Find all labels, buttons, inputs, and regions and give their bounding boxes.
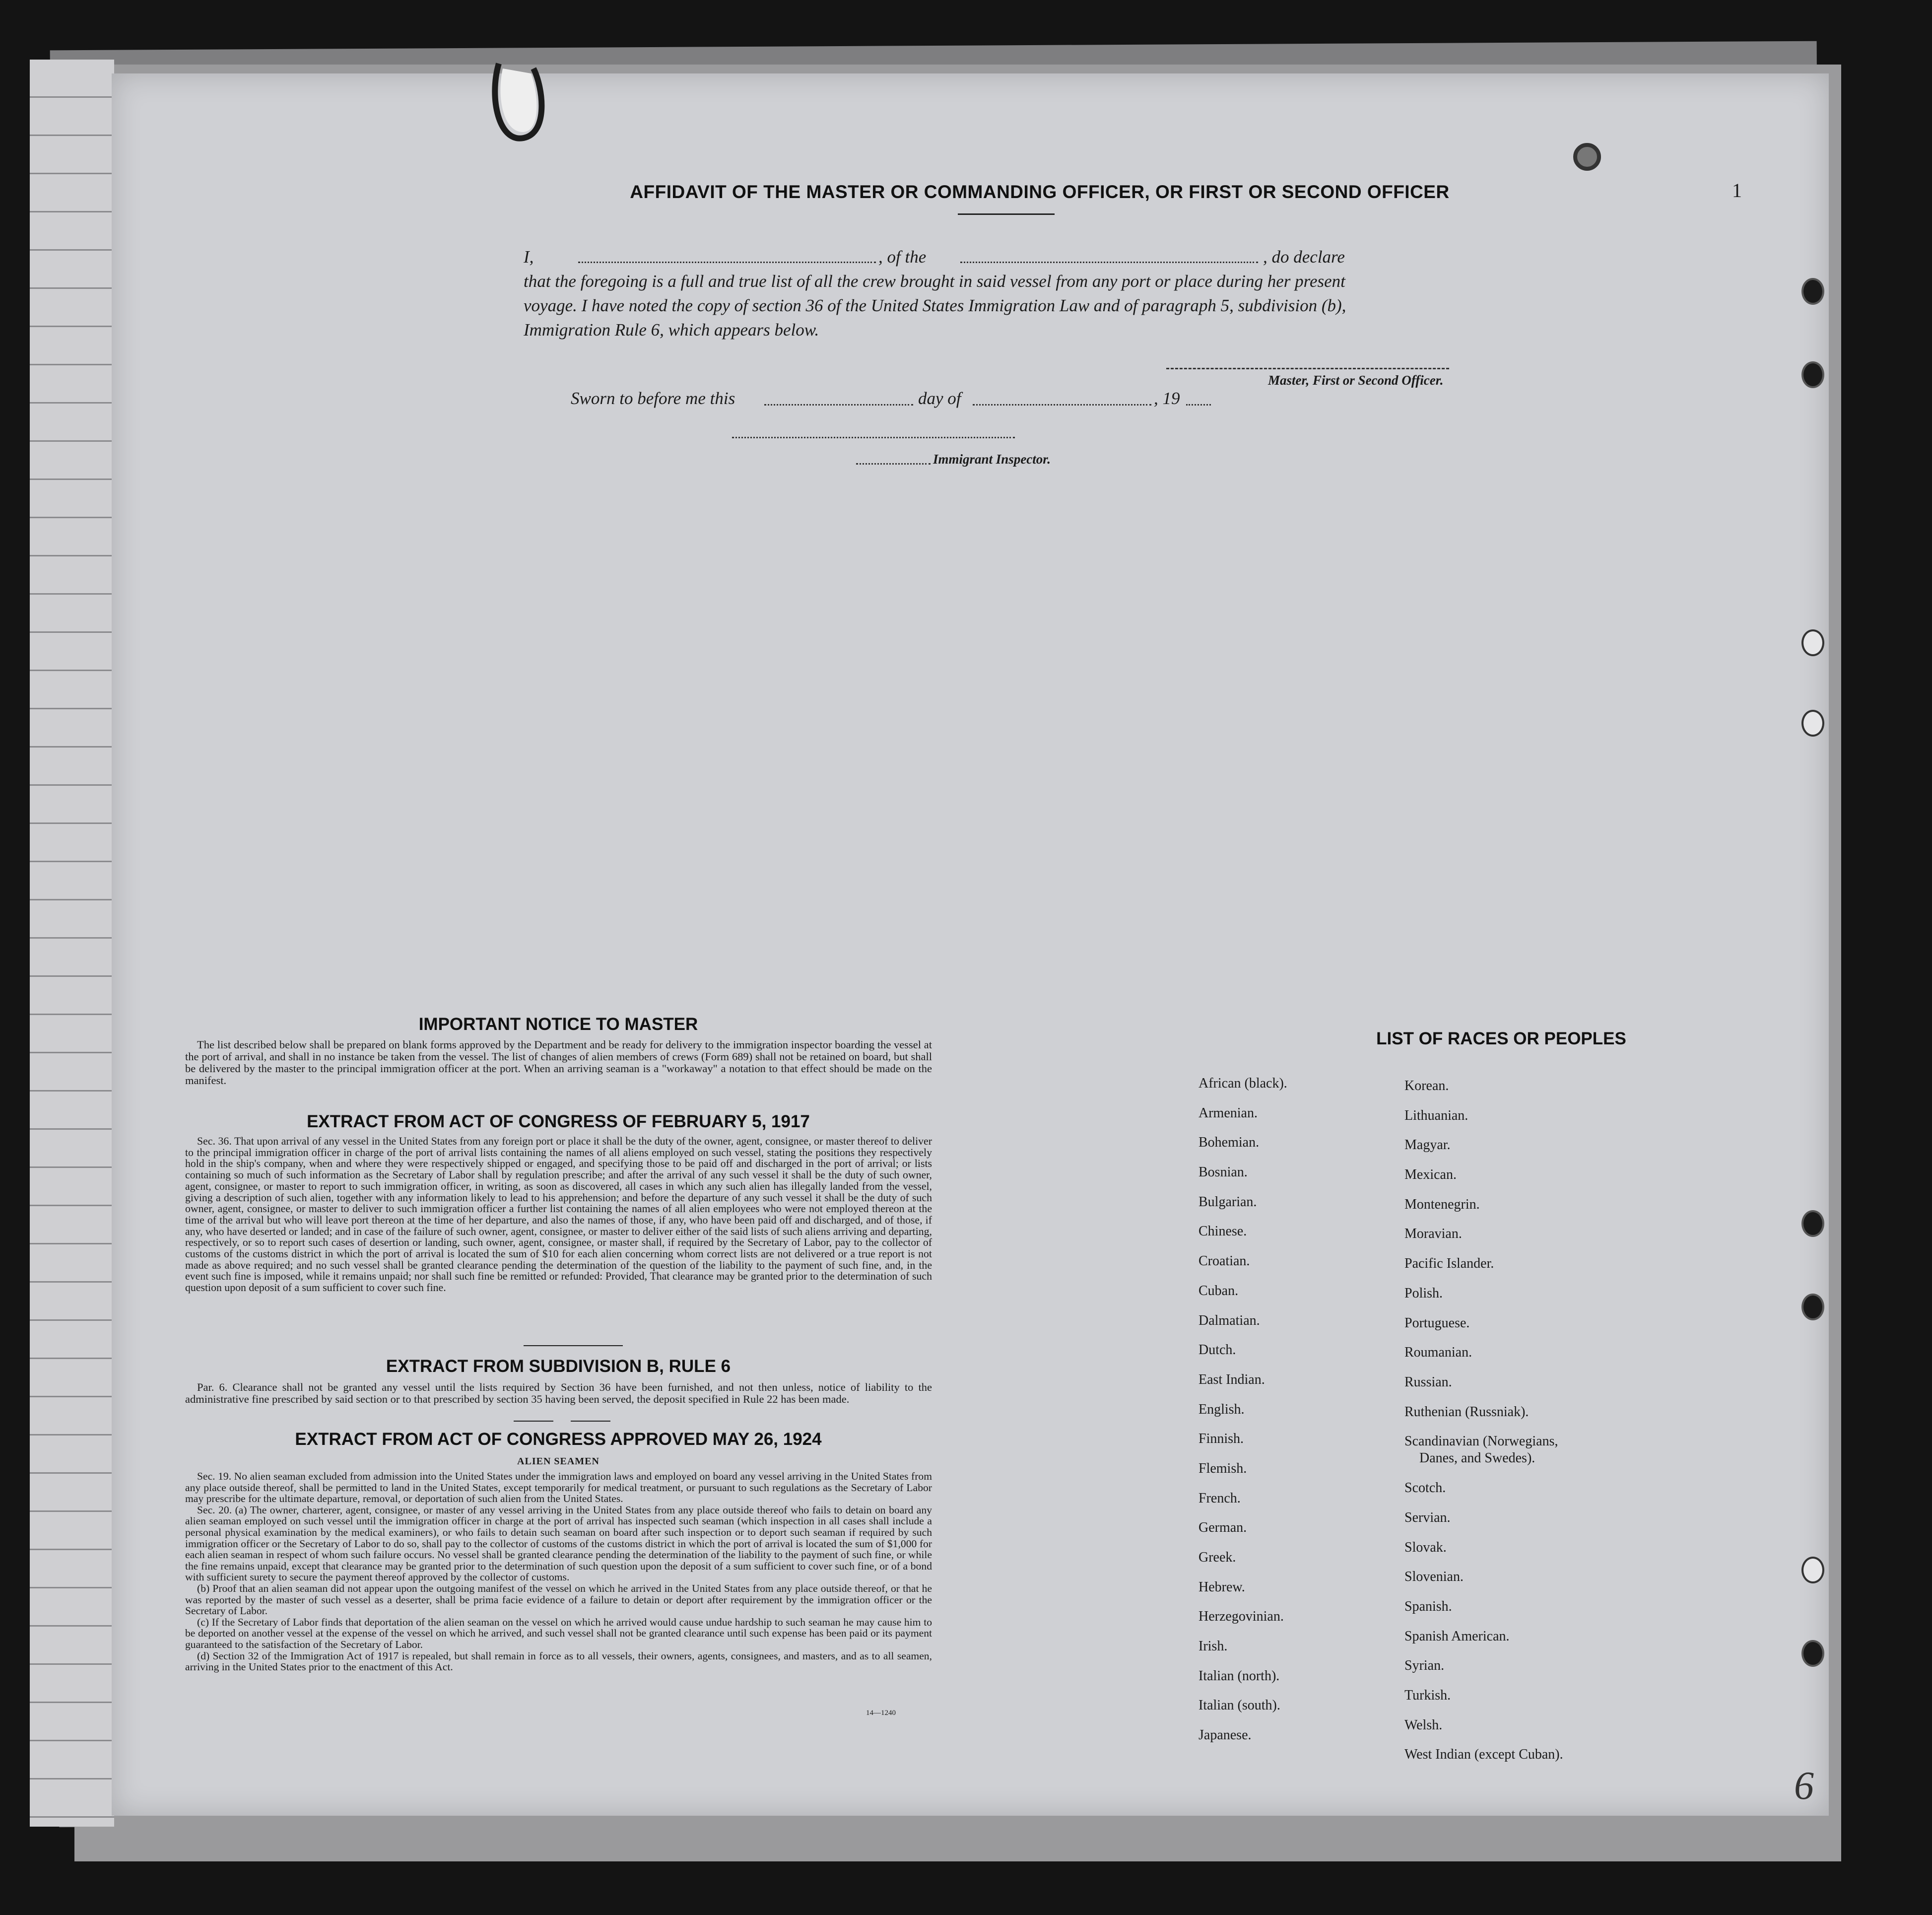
vessel-name-field[interactable] bbox=[960, 262, 1258, 263]
race-item: Bulgarian. bbox=[1199, 1194, 1257, 1210]
race-item: Flemish. bbox=[1199, 1460, 1247, 1476]
punch-hole bbox=[1801, 710, 1824, 737]
punch-hole bbox=[1801, 629, 1824, 656]
race-item: Italian (north). bbox=[1199, 1668, 1280, 1684]
race-item: Japanese. bbox=[1199, 1727, 1252, 1743]
race-item: Pacific Islander. bbox=[1404, 1256, 1494, 1272]
declarant-name-field[interactable] bbox=[578, 262, 876, 263]
race-item: Welsh. bbox=[1404, 1717, 1443, 1733]
affidavit-line-1 bbox=[524, 245, 1640, 269]
race-item: Magyar. bbox=[1404, 1137, 1451, 1153]
race-item: African (black). bbox=[1199, 1076, 1287, 1091]
extract-rule6-body bbox=[185, 1381, 932, 1405]
affidavit-line-3: voyage. I have noted the copy of section 36 of the United States Immigration Law and of paragraph 5, subdivision (b), bbox=[524, 296, 1346, 315]
sworn-prefix: Sworn to before me this bbox=[571, 389, 735, 408]
extract-1917-body bbox=[185, 1136, 932, 1294]
punch-hole bbox=[1801, 1294, 1824, 1320]
affidavit-line-2: that the foregoing is a full and true list of all the crew brought in said vessel from any port or place during her present bbox=[524, 272, 1345, 291]
do-declare-text: , do declare bbox=[1263, 247, 1345, 267]
manifest-page bbox=[112, 73, 1829, 1816]
extract-1917-title: EXTRACT FROM ACT OF CONGRESS OF FEBRUARY 5, 1917 bbox=[307, 1112, 810, 1131]
race-item: Spanish. bbox=[1404, 1599, 1452, 1614]
race-item: Italian (south). bbox=[1199, 1698, 1280, 1713]
race-item: Greek. bbox=[1199, 1550, 1236, 1565]
form-number: 14—1240 bbox=[866, 1709, 896, 1717]
race-item: English. bbox=[1199, 1401, 1245, 1417]
notice-title: IMPORTANT NOTICE TO MASTER bbox=[418, 1015, 698, 1034]
sworn-month-field[interactable] bbox=[973, 404, 1151, 406]
race-item: Moravian. bbox=[1404, 1226, 1462, 1242]
signature-line[interactable] bbox=[1166, 368, 1449, 369]
declarant-prefix: I, bbox=[524, 247, 534, 267]
extract-1924-title: EXTRACT FROM ACT OF CONGRESS APPROVED MAY 26, 1924 bbox=[295, 1430, 822, 1449]
year-prefix: , 19 bbox=[1154, 389, 1180, 408]
race-item: Herzegovinian. bbox=[1199, 1609, 1284, 1625]
inspector-label: Immigrant Inspector. bbox=[933, 452, 1051, 467]
alien-seamen-subtitle: ALIEN SEAMEN bbox=[517, 1456, 600, 1467]
race-item: Irish. bbox=[1199, 1639, 1228, 1654]
race-item: Chinese. bbox=[1199, 1224, 1247, 1239]
race-item: Montenegrin. bbox=[1404, 1196, 1480, 1212]
notice-body bbox=[185, 1039, 932, 1087]
sec-20c-text: (c) If the Secretary of Labor finds that deportation of the alien seaman on the vessel on which he arrived would cause undue hardship to such seaman he may cause him to be deported on another vessel at the expense of the vessel on which he arrived, and such vessel shall not be granted clearance until such expense has been paid or its payment guaranteed to the satisfaction of the Secretary of Labor. bbox=[185, 1616, 932, 1650]
races-right-column bbox=[1404, 1071, 1563, 1770]
day-of-text: day of bbox=[918, 389, 961, 408]
divider-2 bbox=[514, 1421, 553, 1422]
race-item: Danes, and Swedes). bbox=[1419, 1450, 1535, 1466]
race-item: French. bbox=[1199, 1490, 1241, 1506]
race-item: Cuban. bbox=[1199, 1283, 1239, 1299]
extract-1924-body bbox=[185, 1471, 932, 1673]
races-title: LIST OF RACES OR PEOPLES bbox=[1376, 1029, 1626, 1048]
race-item: Scotch. bbox=[1404, 1480, 1446, 1496]
sec-20a-text: Sec. 20. (a) The owner, charterer, agent, consignee, or master of any vessel arriving in the United States from any place outside thereof who fails to detain on board any alien seaman employed on such vessel until the immigration officer in charge at the port of arrival has inspected such seaman (which inspection in all cases shall include a personal physical examination by the medical examiners), or who fails to detain such seaman on board after such inspection or to deport such seaman if required by such immigration officer or the Secretary of Labor to do so, shall pay to the collector of customs of the customs district in which the port of arrival is located the sum of $1,000 for each alien seaman in respect of whom such failure occurs. No vessel shall be granted clearance pending the determination of the liability to the payment of such fine, or while the fine remains unpaid, except that clearance may be granted prior to the determination of such question upon the deposit of a sum sufficient to cover such fine, or of a bond with sufficient surety to secure the payment thereof approved by the collector of customs. bbox=[185, 1504, 932, 1583]
race-item: Hebrew. bbox=[1199, 1579, 1245, 1595]
punch-hole bbox=[1801, 278, 1824, 305]
race-item: Finnish. bbox=[1199, 1431, 1244, 1447]
race-item: Bosnian. bbox=[1199, 1164, 1248, 1180]
punch-hole bbox=[1801, 1640, 1824, 1667]
race-item: Korean. bbox=[1404, 1078, 1449, 1094]
punch-hole bbox=[1801, 1210, 1824, 1237]
race-item: Spanish American. bbox=[1404, 1628, 1510, 1644]
sec-20b-text: (b) Proof that an alien seaman did not appear upon the outgoing manifest of the vessel on which he arrived in the United States from any place outside thereof, or that he was reported by the master of such vessel as a deserter, shall be prima facie evidence of a failure to detain or deport after requirement by the immigration officer or the Secretary of Labor. bbox=[185, 1582, 932, 1617]
race-item: Scandinavian (Norwegians, bbox=[1404, 1434, 1558, 1449]
binding-tab bbox=[489, 59, 553, 153]
title-underline bbox=[958, 213, 1055, 215]
race-item: Turkish. bbox=[1404, 1688, 1451, 1704]
races-left-column bbox=[1199, 1069, 1287, 1750]
race-item: Bohemian. bbox=[1199, 1135, 1260, 1151]
race-item: Ruthenian (Russniak). bbox=[1404, 1404, 1529, 1420]
race-item: Roumanian. bbox=[1404, 1345, 1472, 1361]
affidavit-line-4: Immigration Rule 6, which appears below. bbox=[524, 320, 819, 340]
race-item: Lithuanian. bbox=[1404, 1107, 1468, 1123]
of-the-text: , of the bbox=[878, 247, 927, 267]
race-item: Slovenian. bbox=[1404, 1569, 1464, 1585]
race-item: Mexican. bbox=[1404, 1167, 1457, 1183]
divider-3 bbox=[571, 1421, 610, 1422]
race-item: Portuguese. bbox=[1404, 1315, 1470, 1331]
race-item: Armenian. bbox=[1199, 1105, 1258, 1121]
punch-hole bbox=[1801, 361, 1824, 388]
affidavit-title: AFFIDAVIT OF THE MASTER OR COMMANDING OFFICER, OR FIRST OR SECOND OFFICER bbox=[630, 182, 1450, 202]
inspector-prefix-line bbox=[856, 463, 931, 465]
race-item: Russian. bbox=[1404, 1374, 1452, 1390]
ledger-margin bbox=[30, 60, 114, 1827]
page-mark: 1 bbox=[1732, 179, 1742, 202]
sec-20d-text: (d) Section 32 of the Immigration Act of 1917 is repealed, but shall remain in force as to all vessels, their owners, agents, consignees, and masters, and as to all seamen, arriving in the United States prior to the enactment of this Act. bbox=[185, 1649, 932, 1673]
extract-rule6-title: EXTRACT FROM SUBDIVISION B, RULE 6 bbox=[386, 1357, 731, 1376]
sworn-line bbox=[571, 386, 1365, 410]
punch-hole bbox=[1801, 1557, 1824, 1583]
race-item: West Indian (except Cuban). bbox=[1404, 1747, 1563, 1763]
inspector-signature-line[interactable] bbox=[732, 437, 1015, 438]
race-item: Slovak. bbox=[1404, 1539, 1447, 1555]
race-item: Dalmatian. bbox=[1199, 1312, 1260, 1328]
divider-1 bbox=[524, 1345, 623, 1346]
race-item: Dutch. bbox=[1199, 1342, 1236, 1358]
race-item: Croatian. bbox=[1199, 1253, 1250, 1269]
eyelet-hole bbox=[1573, 143, 1601, 171]
race-item: East Indian. bbox=[1199, 1371, 1265, 1387]
sworn-year-field[interactable] bbox=[1186, 404, 1211, 406]
race-item: German. bbox=[1199, 1520, 1247, 1536]
handwritten-mark: 6 bbox=[1794, 1764, 1814, 1808]
race-item: Polish. bbox=[1404, 1285, 1443, 1301]
race-item: Syrian. bbox=[1404, 1658, 1445, 1674]
sworn-day-field[interactable] bbox=[764, 404, 913, 406]
par-6-text: Par. 6. Clearance shall not be granted any vessel until the lists required by Section 36 have been furnished, and not then unless, notice of liability to the administrative fine prescribed by said section or to that prescribed by section 35 having been served, the deposit specified in Rule 22 has been made. bbox=[185, 1381, 932, 1405]
section-36-text: Sec. 36. That upon arrival of any vessel in the United States from any foreign port or place it shall be the duty of the owner, agent, consignee, or master thereof to deliver to the principal immigration officer in charge of the port of arrival lists containing the names of all aliens employed on such vessel, stating the positions they respectively hold in the ship's company, when and where they were respectively shipped or engaged, and specifying those to be paid off and discharged in the port of arrival; or lists containing so much of such information as the Secretary of Labor shall by regulation prescribe; and after the arrival of any such vessel it shall be the duty of such owner, agent, consignee, or master to report to such immigration officer, in writing, as soon as discovered, all cases in which any such alien has illegally landed from the vessel, giving a description of such alien, together with any information likely to lead to his apprehension; and before the departure of any such vessel it shall be the duty of such owner, agent, consignee, or master to deliver to such immigration officer a further list containing the names of all alien employees who were not employed thereon at the time of the arrival but who will leave port thereon at the time of her departure, and also the names of those, if any, who have been paid off and discharged, and of those, if any, who have deserted or landed; and in case of the failure of such owner, agent, consignee, or master to deliver either of the said lists of such aliens arriving and departing, respectively, or so to report such cases of desertion or landing, such owner, agent, consignee, or master shall, if required by the Secretary of Labor, pay to the collector of customs of the customs district in which the port of arrival is located the sum of $10 for each alien concerning whom correct lists are not delivered or a true report is not made as above required; and no such vessel shall be granted clearance pending the determination of the question of the liability to the payment of such fine, and, in the event such fine is imposed, while it remains unpaid; nor shall such fine be remitted or refunded: Provided, That clearance may be granted prior to the determination of such question upon deposit of a sum sufficient to cover such fine. bbox=[185, 1135, 932, 1294]
sec-19-text: Sec. 19. No alien seaman excluded from admission into the United States under the immigration laws and employed on board any vessel arriving in the United States from any place outside thereof, shall be permitted to land in the United States, except temporarily for medical treatment, or pursuant to such regulations as the Secretary of Labor may prescribe for the ultimate departure, removal, or deportation of such alien from the United States. bbox=[185, 1470, 932, 1505]
signature-label: Master, First or Second Officer. bbox=[1268, 373, 1444, 388]
race-item: Servian. bbox=[1404, 1509, 1451, 1525]
notice-paragraph: The list described below shall be prepared on blank forms approved by the Department and be ready for delivery to the immigration inspector boarding the vessel at the port of arrival, and shall in no instance be taken from the vessel. The list of changes of alien members of crews (Form 689) shall not be retained on board, but shall be delivered by the master to the principal immigration officer at the port. When an arriving seaman is a "workaway" a notation to that effect should be made on the manifest. bbox=[185, 1038, 932, 1087]
